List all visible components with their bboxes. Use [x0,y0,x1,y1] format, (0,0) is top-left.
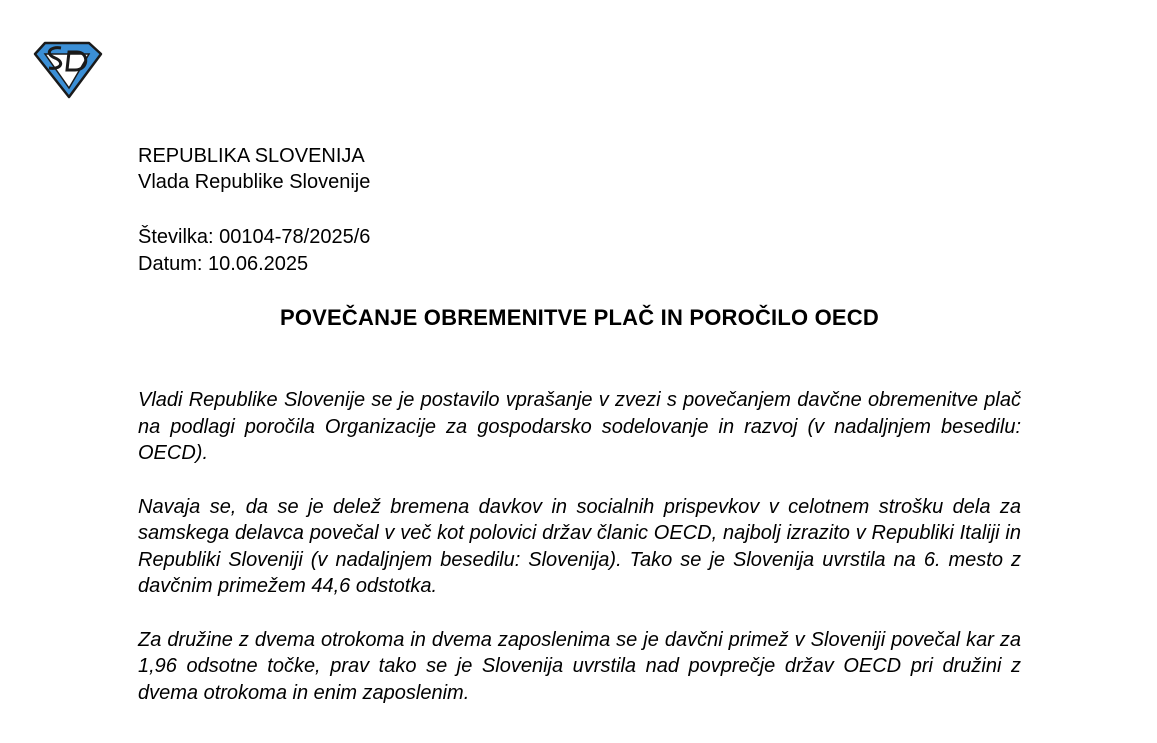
document-number-label: Številka: [138,226,214,248]
document-date-value: 10.06.2025 [208,253,309,275]
document-title: POVEČANJE OBREMENITVE PLAČ IN POROČILO OECD [279,305,879,330]
government-logo-icon [31,40,103,100]
document-number [138,224,370,251]
document-date-label: Datum: [138,253,203,275]
letterhead-line-republic: REPUBLIKA SLOVENIJA [138,145,365,167]
paragraph: Navaja se, da se je delež bremena davkov in socialnih prispevkov v celotnem strošku dela za samskega delavca povečal v več kot polovici držav članic OECD, najbolj izrazito v Republiki Italiji in Republiki Sloveniji (v nadaljnjem besedilu: Slovenija). Tako se je Slovenija uvrstila na 6. mesto z davčnim primežem 44,6 odstotka. [138,495,1021,597]
paragraph: Vladi Republike Slovenije se je postavilo vprašanje v zvezi s povečanjem davčne obremenitve plač na podlagi poročila Organizacije za gospodarsko sodelovanje in razvoj (v nadaljnjem besedilu: OECD). [138,389,1021,464]
document-meta [138,224,370,278]
letterhead [138,143,370,195]
document-number-value: 00104-78/2025/6 [219,226,371,248]
letterhead-line-government: Vlada Republike Slovenije [138,171,371,193]
paragraph: Za družine z dvema otrokoma in dvema zaposlenima se je davčni primež v Sloveniji povečal kar za 1,96 odsotne točke, prav tako se je Slovenija uvrstila nad povprečje držav OECD pri družini z dvema otrokoma in enim zaposlenim. [138,628,1021,704]
document-date [138,251,370,278]
document-body [138,387,1021,733]
